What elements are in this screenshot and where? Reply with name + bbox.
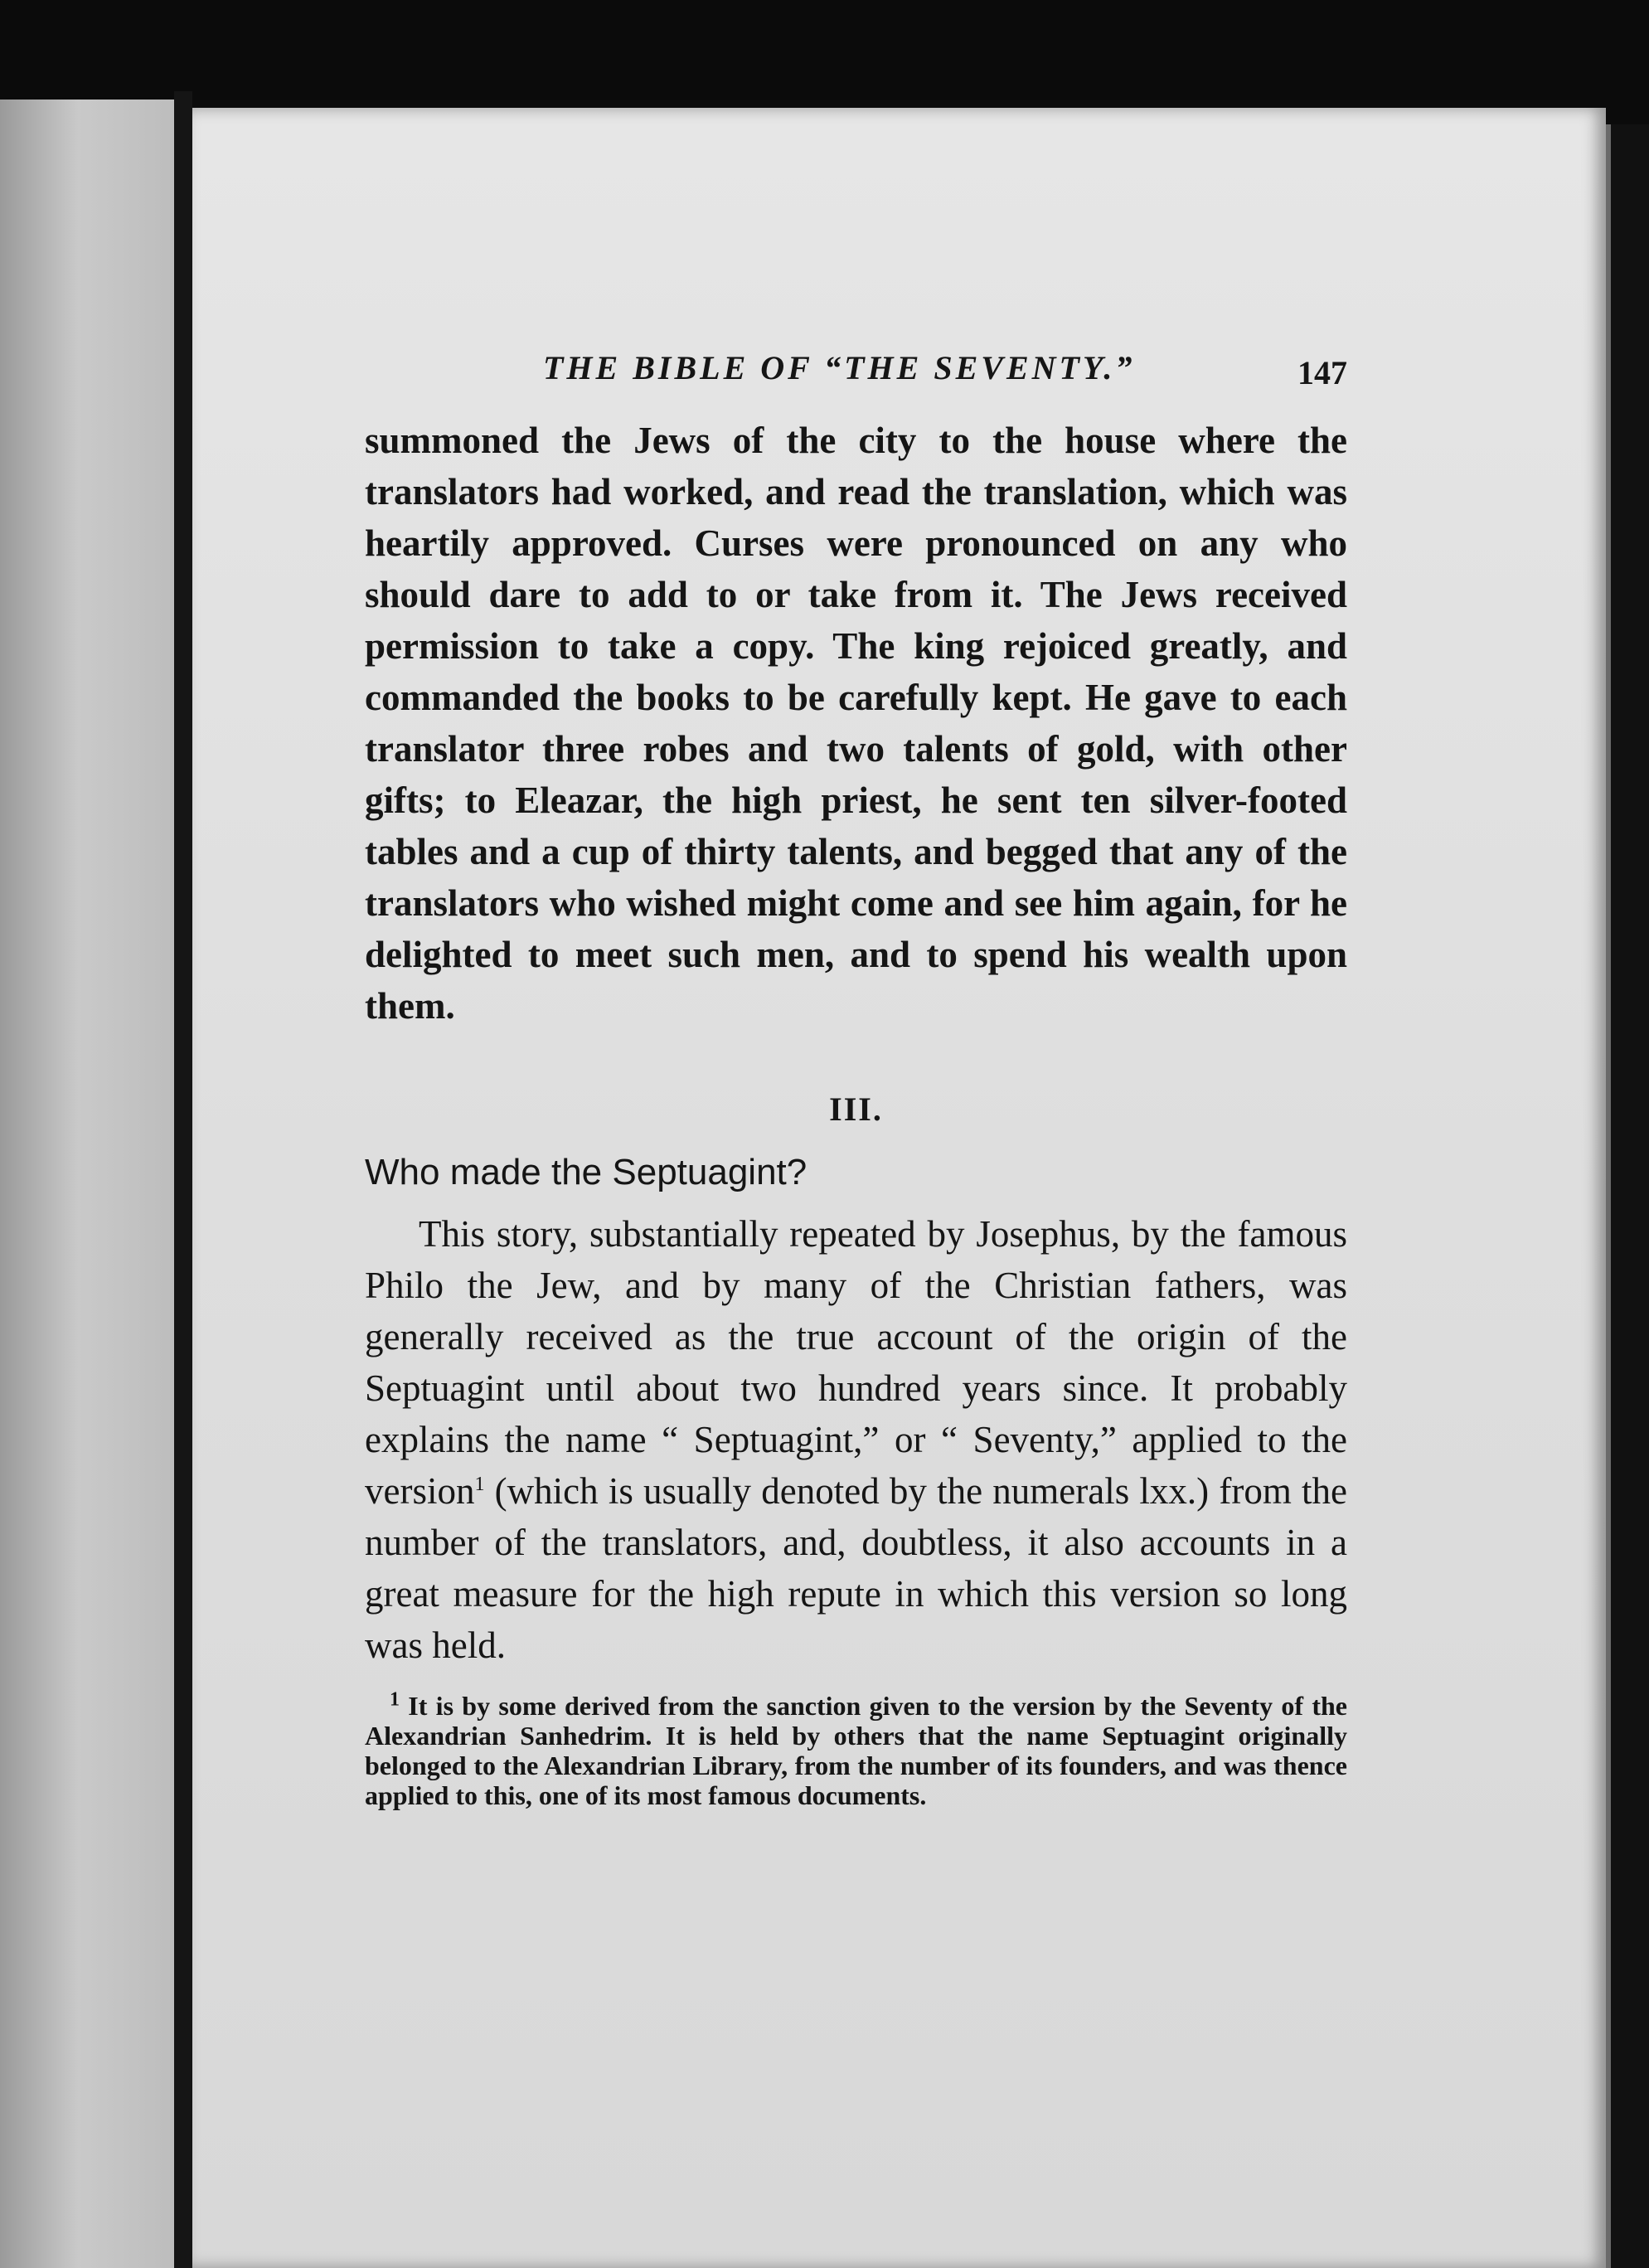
page-stack-edge <box>1606 124 1649 2268</box>
paragraph-text-before-mark: This story, substantially repeated by Josephus, by the famous Philo the Jew, and by many of the Christian fathers, was generally received as the true account of the origin of the Septuagint until about two hundred years since. It probably explains the name “ Septuagint,” or “ Seventy,” applied to the version <box>365 1213 1347 1512</box>
footnote-text: It is by some derived from the sanction given to the version by the Seventy of the Alexandrian Sanhedrim. It is held by others that the name Septuagint originally belonged to the Alexandrian Library, from the number of its founders, and was thence applied to this, one of its most famous documents. <box>365 1691 1347 1810</box>
footnote <box>365 1688 1347 1810</box>
running-head <box>365 348 1347 406</box>
section-heading: Who made the Septuagint? <box>365 1152 808 1192</box>
page-number: 147 <box>1297 354 1347 391</box>
footnote-reference: 1 <box>474 1474 485 1495</box>
paragraph-text-after-mark: (which is usually denoted by the numerals lxx.) from the number of the translators, and, doubtless, it also accounts in a great measure for the high repute in which this version so long was held. <box>365 1470 1347 1666</box>
section-numeral: III. <box>829 1090 883 1128</box>
paragraph-septuagint-origin <box>365 1208 1347 1671</box>
page-text-block <box>365 348 1347 1837</box>
paragraph-continued: summoned the Jews of the city to the house where the translators had worked, and read the translation, which was heartily approved. Curses were pronounced on any who should dare to add to or take from it. The Jews received permission to take a copy. The king rejoiced greatly, and commanded the books to be carefully kept. He gave to each translator three robes and two talents of gold, with other gifts; to Eleazar, the high priest, he sent ten silver-footed tables and a cup of thirty talents, and begged that any of the translators who wished might come and see him again, for he delighted to meet such men, and to spend his wealth upon them. <box>365 420 1347 1027</box>
facing-page-edge <box>0 100 174 2268</box>
book-gutter <box>174 91 192 2268</box>
footnote-mark: 1 <box>390 1688 400 1711</box>
running-title: THE BIBLE OF “THE SEVENTY.” <box>543 349 1136 386</box>
